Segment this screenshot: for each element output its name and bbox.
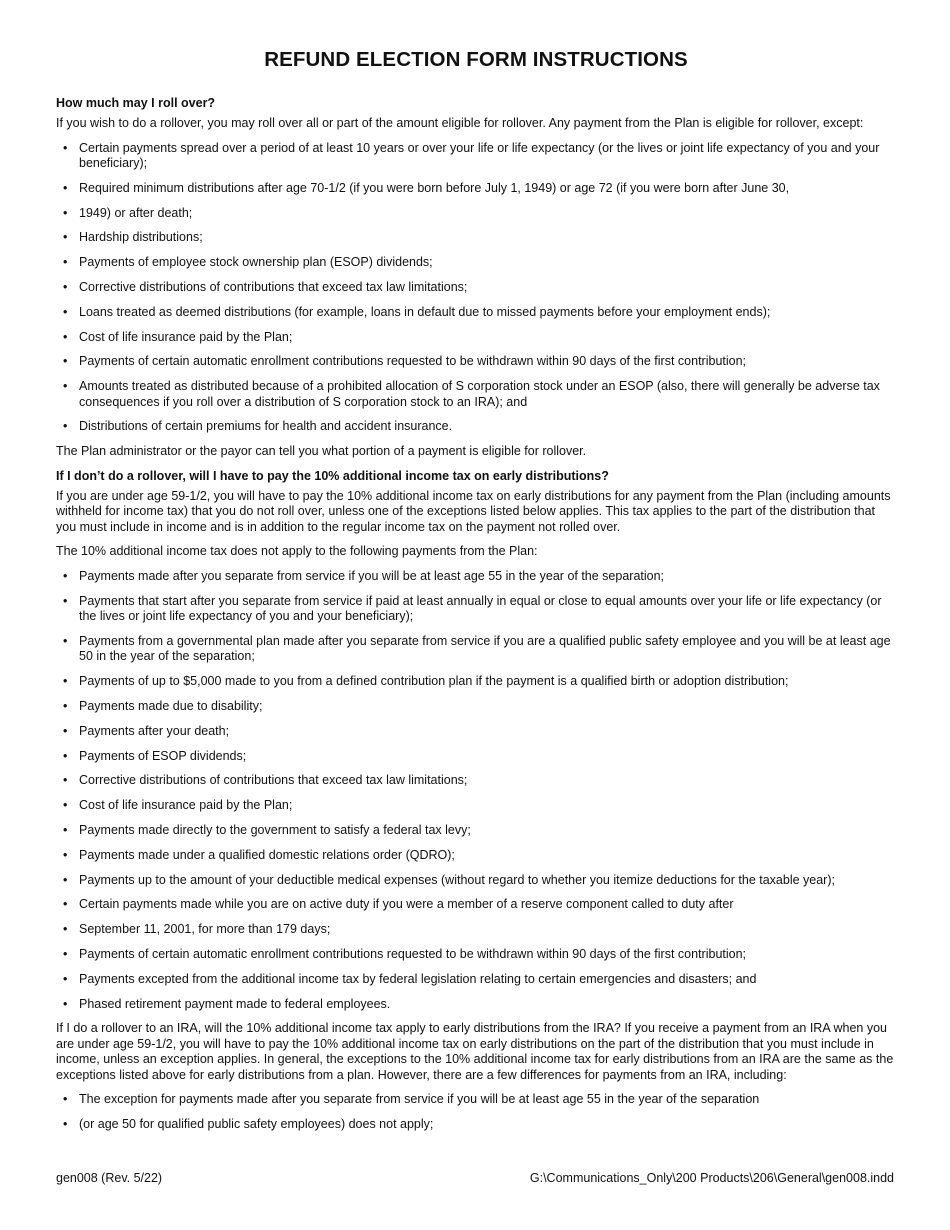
list-item: • (or age 50 for qualified public safety employees) does not apply; xyxy=(56,1117,896,1133)
list-item: • Cost of life insurance paid by the Plan; xyxy=(56,798,896,814)
list-item: • Payments of certain automatic enrollment contributions requested to be withdrawn within 90 days of the first contribution; xyxy=(56,354,896,370)
ira-differences-list xyxy=(56,1092,896,1132)
list-item: • Distributions of certain premiums for health and accident insurance. xyxy=(56,419,896,435)
section-heading-rollover: How much may I roll over? xyxy=(56,96,216,110)
form-revision-label: gen008 (Rev. 5/22) xyxy=(56,1171,163,1185)
section-heading-additional-tax: If I don’t do a rollover, will I have to pay the 10% additional income tax on early distributions? xyxy=(56,468,609,483)
list-item: • The exception for payments made after you separate from service if you will be at least age 55 in the year of the separation xyxy=(56,1092,896,1108)
list-item: • 1949) or after death; xyxy=(56,206,896,222)
paragraph-additional-tax: If you are under age 59-1/2, you will have to pay the 10% additional income tax on early distributions for any payment from the Plan (including amounts withheld for income tax) that you do not roll over, unless one of the exceptions listed below applies. This tax applies to the part of the distribution that you must include in income and is in addition to the regular income tax on the payment not rolled over. xyxy=(56,488,891,534)
paragraph-ira-rollover: If I do a rollover to an IRA, will the 10% additional income tax apply to early distributions from the IRA? If you receive a payment from an IRA when you are under age 59-1/2, you will have to pay the 10% additional income tax on early distributions on the part of the distribution that you must include in income, unless an exception applies. In general, the exceptions to the 10% additional income tax for early distributions from an IRA are the same as the exceptions listed above for early distributions from a plan. However, there are a few differences for payments from an IRA, including: xyxy=(56,1021,894,1082)
list-item: • Payments of certain automatic enrollment contributions requested to be withdrawn within 90 days of the first contribution; xyxy=(56,947,896,963)
tax-exceptions-list xyxy=(56,569,896,1012)
list-item: • Payments made after you separate from service if you will be at least age 55 in the year of the separation; xyxy=(56,569,896,585)
list-item: • Required minimum distributions after age 70-1/2 (if you were born before July 1, 1949) or age 72 (if you were born after June 30, xyxy=(56,181,896,197)
list-item: • Corrective distributions of contributions that exceed tax law limitations; xyxy=(56,773,896,789)
list-item: • Payments made due to disability; xyxy=(56,699,896,715)
list-item: • Amounts treated as distributed because of a prohibited allocation of S corporation stock under an ESOP (also, there will generally be adverse tax consequences if you roll over a distribution of S corporation stock to an IRA); and xyxy=(56,379,896,410)
list-item: • Hardship distributions; xyxy=(56,230,896,246)
rollover-exceptions-list xyxy=(56,141,896,435)
list-item: • Payments from a governmental plan made after you separate from service if you are a qualified public safety employee and you will be at least age 50 in the year of the separation; xyxy=(56,634,896,665)
list-item: • Phased retirement payment made to federal employees. xyxy=(56,997,896,1013)
list-item: • Payments of ESOP dividends; xyxy=(56,749,896,765)
list-item: • Payments of up to $5,000 made to you from a defined contribution plan if the payment is a qualified birth or adoption distribution; xyxy=(56,674,896,690)
list-item: • Payments made under a qualified domestic relations order (QDRO); xyxy=(56,848,896,864)
page-title: REFUND ELECTION FORM INSTRUCTIONS xyxy=(264,48,688,71)
list-item: • Certain payments spread over a period of at least 10 years or over your life or life expectancy (or the lives or joint life expectancy of you and your beneficiary); xyxy=(56,141,896,172)
list-item: • Cost of life insurance paid by the Plan; xyxy=(56,330,896,346)
paragraph-rollover-intro: If you wish to do a rollover, you may roll over all or part of the amount eligible for rollover. Any payment from the Plan is eligible for rollover, except: xyxy=(56,116,864,130)
list-item: • Loans treated as deemed distributions (for example, loans in default due to missed payments before your employment ends); xyxy=(56,305,896,321)
paragraph-tax-exceptions-intro: The 10% additional income tax does not apply to the following payments from the Plan: xyxy=(56,544,538,559)
list-item: • Payments excepted from the additional income tax by federal legislation relating to certain emergencies and disasters; and xyxy=(56,972,896,988)
document-page xyxy=(56,48,896,1142)
list-item: • Payments of employee stock ownership plan (ESOP) dividends; xyxy=(56,255,896,271)
list-item: • Payments made directly to the government to satisfy a federal tax levy; xyxy=(56,823,896,839)
list-item: • Payments after your death; xyxy=(56,724,896,740)
list-item: • Payments that start after you separate from service if paid at least annually in equal or close to equal amounts over your life or life expectancy (or the lives or joint life expectancy of you and your beneficiary); xyxy=(56,594,896,625)
file-path-label: G:\Communications_Only\200 Products\206\General\gen008.indd xyxy=(529,1171,894,1185)
list-item: • Corrective distributions of contributions that exceed tax law limitations; xyxy=(56,280,896,296)
list-item: • Payments up to the amount of your deductible medical expenses (without regard to whether you itemize deductions for the taxable year); xyxy=(56,873,896,889)
list-item: • September 11, 2001, for more than 179 days; xyxy=(56,922,896,938)
paragraph-rollover-closing: The Plan administrator or the payor can tell you what portion of a payment is eligible for rollover. xyxy=(56,444,587,459)
list-item: • Certain payments made while you are on active duty if you were a member of a reserve component called to duty after xyxy=(56,897,896,913)
